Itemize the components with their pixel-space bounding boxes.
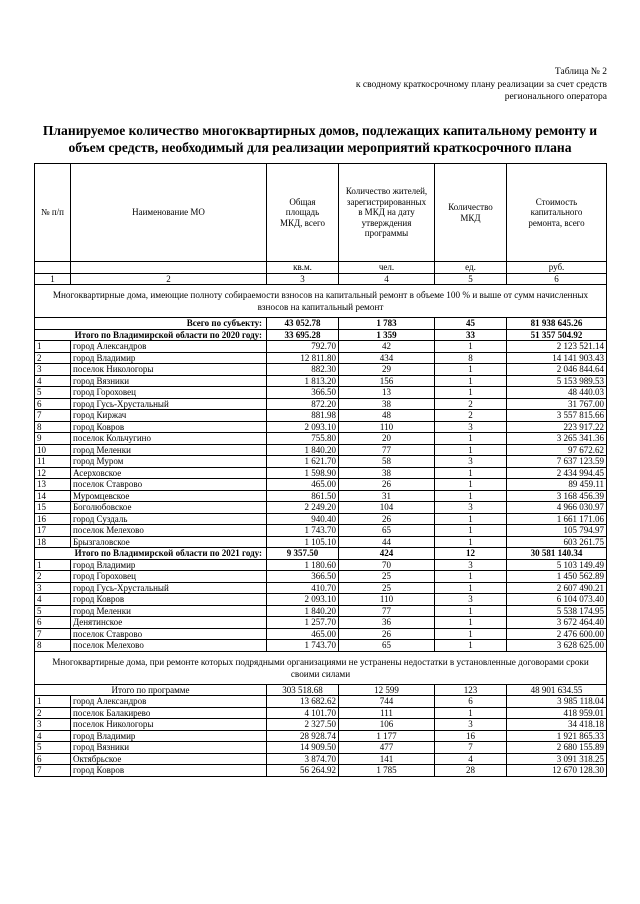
table-row xyxy=(35,341,607,353)
row-number: 1 xyxy=(35,341,71,353)
row-number: 17 xyxy=(35,525,71,537)
row-residents: 141 xyxy=(339,753,435,765)
row-number: 11 xyxy=(35,456,71,468)
row-residents: 58 xyxy=(339,456,435,468)
row-residents: 38 xyxy=(339,398,435,410)
row-number: 13 xyxy=(35,479,71,491)
table-row xyxy=(35,398,607,410)
row-number: 1 xyxy=(35,559,71,571)
total-row xyxy=(35,329,607,341)
row-area: 1 257.70 xyxy=(267,617,339,629)
table-row xyxy=(35,479,607,491)
caption-line-1: к сводному краткосрочному плану реализации за счет средств xyxy=(355,79,607,90)
total-residents: 1 783 xyxy=(339,318,435,330)
row-number: 15 xyxy=(35,502,71,514)
table-row xyxy=(35,352,607,364)
table-row xyxy=(35,742,607,754)
row-area: 755.80 xyxy=(267,433,339,445)
row-residents: 104 xyxy=(339,502,435,514)
table-row xyxy=(35,513,607,525)
row-area: 366.50 xyxy=(267,571,339,583)
unit-residents: чел. xyxy=(339,262,435,274)
row-area: 2 093.10 xyxy=(267,421,339,433)
col-header-num: № п/п xyxy=(35,164,71,262)
col-number: 3 xyxy=(267,273,339,285)
col-number: 6 xyxy=(507,273,607,285)
table-row xyxy=(35,456,607,468)
row-number: 5 xyxy=(35,387,71,399)
row-area: 1 840.20 xyxy=(267,444,339,456)
row-area: 2 249.20 xyxy=(267,502,339,514)
row-count: 3 xyxy=(435,456,507,468)
row-area: 3 874.70 xyxy=(267,753,339,765)
table-row xyxy=(35,640,607,652)
row-municipality: Брызгаловское xyxy=(71,536,267,548)
col-number: 1 xyxy=(35,273,71,285)
row-cost: 14 141 903.43 xyxy=(507,352,607,364)
row-area: 465.00 xyxy=(267,628,339,640)
row-count: 1 xyxy=(435,571,507,583)
row-area: 1 743.70 xyxy=(267,525,339,537)
row-cost: 2 680 155.89 xyxy=(507,742,607,754)
row-municipality: поселок Ставрово xyxy=(71,479,267,491)
col-header-residents: Количество жителей, зарегистрированных в МКД на дату утверждения программы xyxy=(339,164,435,262)
row-residents: 26 xyxy=(339,628,435,640)
table-row xyxy=(35,753,607,765)
total-residents: 1 359 xyxy=(339,329,435,341)
row-number: 3 xyxy=(35,364,71,376)
row-count: 2 xyxy=(435,398,507,410)
row-count: 1 xyxy=(435,525,507,537)
total-area: 43 052.78 xyxy=(267,318,339,330)
row-cost: 89 459.11 xyxy=(507,479,607,491)
row-municipality: город Александров xyxy=(71,341,267,353)
row-municipality: поселок Никологоры xyxy=(71,719,267,731)
section-title-row xyxy=(35,285,607,318)
row-cost: 3 672 464.40 xyxy=(507,617,607,629)
row-area: 4 101.70 xyxy=(267,707,339,719)
total-row xyxy=(35,548,607,560)
col-header-cost: Стоимость капитального ремонта, всего xyxy=(507,164,607,262)
row-municipality: город Ковров xyxy=(71,765,267,777)
table-row xyxy=(35,730,607,742)
row-area: 13 682.62 xyxy=(267,696,339,708)
table-row xyxy=(35,536,607,548)
row-number: 16 xyxy=(35,513,71,525)
row-cost: 3 557 815.66 xyxy=(507,410,607,422)
row-number: 7 xyxy=(35,765,71,777)
row-number: 5 xyxy=(35,742,71,754)
row-municipality: город Гороховец xyxy=(71,571,267,583)
row-count: 1 xyxy=(435,605,507,617)
total-cost: 81 938 645.26 xyxy=(507,318,607,330)
row-cost: 3 985 118.04 xyxy=(507,696,607,708)
row-municipality: поселок Никологоры xyxy=(71,364,267,376)
row-cost: 2 607 490.21 xyxy=(507,582,607,594)
row-area: 882.30 xyxy=(267,364,339,376)
row-municipality: город Ковров xyxy=(71,594,267,606)
row-area: 12 811.80 xyxy=(267,352,339,364)
row-number: 9 xyxy=(35,433,71,445)
total-count: 45 xyxy=(435,318,507,330)
row-count: 3 xyxy=(435,502,507,514)
row-area: 1 840.20 xyxy=(267,605,339,617)
row-cost: 2 046 844.64 xyxy=(507,364,607,376)
row-municipality: город Меленки xyxy=(71,444,267,456)
row-municipality: город Вязники xyxy=(71,375,267,387)
units-row xyxy=(35,262,607,274)
row-area: 861.50 xyxy=(267,490,339,502)
row-number: 8 xyxy=(35,640,71,652)
row-cost: 3 091 318.25 xyxy=(507,753,607,765)
row-cost: 2 123 521.14 xyxy=(507,341,607,353)
row-residents: 106 xyxy=(339,719,435,731)
total-label: Итого по Владимирской области по 2020 году: xyxy=(35,329,267,341)
total-cost: 30 581 140.34 xyxy=(507,548,607,560)
row-cost: 3 628 625.00 xyxy=(507,640,607,652)
unit-count: ед. xyxy=(435,262,507,274)
total-count: 12 xyxy=(435,548,507,560)
table-number: Таблица № 2 xyxy=(554,67,607,77)
row-municipality: город Ковров xyxy=(71,421,267,433)
row-residents: 1 785 xyxy=(339,765,435,777)
row-municipality: город Меленки xyxy=(71,605,267,617)
row-area: 1 105.10 xyxy=(267,536,339,548)
row-municipality: город Владимир xyxy=(71,352,267,364)
row-residents: 477 xyxy=(339,742,435,754)
row-count: 1 xyxy=(435,628,507,640)
row-number: 2 xyxy=(35,707,71,719)
column-number-row xyxy=(35,273,607,285)
total-label: Итого по программе xyxy=(35,684,267,696)
column-header-row xyxy=(35,164,607,262)
row-area: 14 909.50 xyxy=(267,742,339,754)
row-municipality: город Муром xyxy=(71,456,267,468)
row-area: 940.40 xyxy=(267,513,339,525)
table-row xyxy=(35,617,607,629)
col-header-name: Наименование МО xyxy=(71,164,267,262)
row-count: 1 xyxy=(435,433,507,445)
row-area: 872.20 xyxy=(267,398,339,410)
row-number: 3 xyxy=(35,582,71,594)
col-number: 4 xyxy=(339,273,435,285)
row-number: 2 xyxy=(35,352,71,364)
row-residents: 434 xyxy=(339,352,435,364)
row-area: 2 327.50 xyxy=(267,719,339,731)
row-cost: 6 104 073.40 xyxy=(507,594,607,606)
table-row xyxy=(35,719,607,731)
row-count: 1 xyxy=(435,387,507,399)
row-municipality: Муромцевское xyxy=(71,490,267,502)
row-area: 1 743.70 xyxy=(267,640,339,652)
row-residents: 65 xyxy=(339,640,435,652)
col-number: 5 xyxy=(435,273,507,285)
table-row xyxy=(35,582,607,594)
row-residents: 1 177 xyxy=(339,730,435,742)
row-count: 1 xyxy=(435,707,507,719)
table-row xyxy=(35,375,607,387)
row-cost: 1 450 562.89 xyxy=(507,571,607,583)
row-municipality: поселок Кольчугино xyxy=(71,433,267,445)
row-count: 1 xyxy=(435,444,507,456)
row-count: 3 xyxy=(435,594,507,606)
table-row xyxy=(35,421,607,433)
row-count: 4 xyxy=(435,753,507,765)
row-cost: 3 168 456.39 xyxy=(507,490,607,502)
row-number: 7 xyxy=(35,628,71,640)
row-count: 8 xyxy=(435,352,507,364)
row-number: 7 xyxy=(35,410,71,422)
row-number: 4 xyxy=(35,594,71,606)
row-municipality: город Гусь-Хрустальный xyxy=(71,398,267,410)
table-row xyxy=(35,605,607,617)
row-cost: 3 265 341.36 xyxy=(507,433,607,445)
row-count: 1 xyxy=(435,617,507,629)
row-count: 1 xyxy=(435,513,507,525)
row-count: 6 xyxy=(435,696,507,708)
total-area: 9 357.50 xyxy=(267,548,339,560)
row-number: 5 xyxy=(35,605,71,617)
row-residents: 110 xyxy=(339,421,435,433)
row-count: 1 xyxy=(435,536,507,548)
total-count: 123 xyxy=(435,684,507,696)
table-row xyxy=(35,467,607,479)
total-label: Всего по субъекту: xyxy=(35,318,267,330)
row-cost: 97 672.62 xyxy=(507,444,607,456)
row-count: 7 xyxy=(435,742,507,754)
row-area: 410.70 xyxy=(267,582,339,594)
row-municipality: поселок Балакирево xyxy=(71,707,267,719)
row-cost: 5 153 989.53 xyxy=(507,375,607,387)
row-number: 3 xyxy=(35,719,71,731)
row-number: 6 xyxy=(35,617,71,629)
table-row xyxy=(35,765,607,777)
row-cost: 603 261.75 xyxy=(507,536,607,548)
row-residents: 48 xyxy=(339,410,435,422)
row-count: 3 xyxy=(435,719,507,731)
document-title: Планируемое количество многоквартирных домов, подлежащих капитальному ремонту и объем средств, необходимый для реализации мероприятий краткосрочного плана xyxy=(42,123,598,155)
table-row xyxy=(35,387,607,399)
row-count: 1 xyxy=(435,467,507,479)
row-number: 14 xyxy=(35,490,71,502)
row-cost: 31 767.00 xyxy=(507,398,607,410)
row-residents: 25 xyxy=(339,582,435,594)
row-municipality: Асерховское xyxy=(71,467,267,479)
row-residents: 29 xyxy=(339,364,435,376)
row-area: 1 813.20 xyxy=(267,375,339,387)
row-number: 12 xyxy=(35,467,71,479)
row-cost: 2 434 994.45 xyxy=(507,467,607,479)
row-count: 1 xyxy=(435,364,507,376)
row-count: 3 xyxy=(435,421,507,433)
row-residents: 26 xyxy=(339,513,435,525)
row-residents: 42 xyxy=(339,341,435,353)
row-area: 465.00 xyxy=(267,479,339,491)
unit-cost: руб. xyxy=(507,262,607,274)
col-header-area: Общая площадь МКД, всего xyxy=(267,164,339,262)
row-area: 366.50 xyxy=(267,387,339,399)
section-title: Многоквартирные дома, имеющие полноту собираемости взносов на капитальный ремонт в объеме 100 % и выше от сумм начисленных взносов на капитальный ремонт xyxy=(35,285,607,318)
row-residents: 26 xyxy=(339,479,435,491)
row-municipality: поселок Ставрово xyxy=(71,628,267,640)
row-count: 1 xyxy=(435,341,507,353)
row-cost: 105 794.97 xyxy=(507,525,607,537)
table-row xyxy=(35,525,607,537)
col-header-count: Количество МКД xyxy=(435,164,507,262)
total-cost: 48 901 634.55 xyxy=(507,684,607,696)
row-municipality: Октябрьское xyxy=(71,753,267,765)
row-municipality: город Гусь-Хрустальный xyxy=(71,582,267,594)
row-residents: 744 xyxy=(339,696,435,708)
row-number: 4 xyxy=(35,375,71,387)
row-cost: 34 418.18 xyxy=(507,719,607,731)
row-count: 28 xyxy=(435,765,507,777)
row-area: 792.70 xyxy=(267,341,339,353)
row-residents: 13 xyxy=(339,387,435,399)
data-table xyxy=(34,163,607,777)
row-cost: 5 103 149.49 xyxy=(507,559,607,571)
row-cost: 7 637 123.59 xyxy=(507,456,607,468)
total-area: 33 695.28 xyxy=(267,329,339,341)
row-count: 1 xyxy=(435,582,507,594)
section-title-row xyxy=(35,651,607,684)
row-municipality: поселок Мелехово xyxy=(71,525,267,537)
row-municipality: город Владимир xyxy=(71,730,267,742)
row-number: 6 xyxy=(35,753,71,765)
total-residents: 424 xyxy=(339,548,435,560)
table-row xyxy=(35,594,607,606)
row-residents: 36 xyxy=(339,617,435,629)
table-row xyxy=(35,696,607,708)
table-row xyxy=(35,628,607,640)
row-count: 1 xyxy=(435,375,507,387)
row-number: 18 xyxy=(35,536,71,548)
row-municipality: город Александров xyxy=(71,696,267,708)
row-residents: 70 xyxy=(339,559,435,571)
row-count: 1 xyxy=(435,479,507,491)
row-cost: 1 661 171.06 xyxy=(507,513,607,525)
row-residents: 156 xyxy=(339,375,435,387)
row-area: 881.98 xyxy=(267,410,339,422)
col-number: 2 xyxy=(71,273,267,285)
row-residents: 77 xyxy=(339,444,435,456)
total-row xyxy=(35,684,607,696)
table-row xyxy=(35,559,607,571)
row-municipality: город Суздаль xyxy=(71,513,267,525)
row-residents: 44 xyxy=(339,536,435,548)
total-label: Итого по Владимирской области по 2021 году: xyxy=(35,548,267,560)
row-cost: 418 959.01 xyxy=(507,707,607,719)
row-residents: 31 xyxy=(339,490,435,502)
total-cost: 51 357 504.92 xyxy=(507,329,607,341)
row-cost: 2 476 600.00 xyxy=(507,628,607,640)
unit-area: кв.м. xyxy=(267,262,339,274)
row-number: 8 xyxy=(35,421,71,433)
caption-line-2: регионального оператора xyxy=(504,92,607,102)
row-cost: 4 966 030.97 xyxy=(507,502,607,514)
row-count: 1 xyxy=(435,640,507,652)
table-row xyxy=(35,707,607,719)
table-row xyxy=(35,571,607,583)
row-number: 4 xyxy=(35,730,71,742)
row-count: 1 xyxy=(435,490,507,502)
row-cost: 1 921 865.33 xyxy=(507,730,607,742)
table-row xyxy=(35,410,607,422)
row-municipality: Денятинское xyxy=(71,617,267,629)
row-residents: 111 xyxy=(339,707,435,719)
row-area: 56 264.92 xyxy=(267,765,339,777)
row-residents: 77 xyxy=(339,605,435,617)
total-area: 303 518.68 xyxy=(267,684,339,696)
table-row xyxy=(35,433,607,445)
row-cost: 48 440.03 xyxy=(507,387,607,399)
row-residents: 110 xyxy=(339,594,435,606)
row-number: 6 xyxy=(35,398,71,410)
total-residents: 12 599 xyxy=(339,684,435,696)
row-municipality: город Гороховец xyxy=(71,387,267,399)
row-cost: 5 538 174.95 xyxy=(507,605,607,617)
row-area: 2 093.10 xyxy=(267,594,339,606)
row-count: 2 xyxy=(435,410,507,422)
table-row xyxy=(35,502,607,514)
row-municipality: город Вязники xyxy=(71,742,267,754)
row-municipality: город Владимир xyxy=(71,559,267,571)
row-number: 1 xyxy=(35,696,71,708)
table-row xyxy=(35,444,607,456)
row-count: 3 xyxy=(435,559,507,571)
row-residents: 38 xyxy=(339,467,435,479)
table-row xyxy=(35,490,607,502)
row-area: 1 598.90 xyxy=(267,467,339,479)
table-caption xyxy=(307,66,607,104)
row-cost: 12 670 128.30 xyxy=(507,765,607,777)
total-count: 33 xyxy=(435,329,507,341)
row-area: 28 928.74 xyxy=(267,730,339,742)
row-residents: 65 xyxy=(339,525,435,537)
row-area: 1 180.60 xyxy=(267,559,339,571)
row-municipality: Боголюбовское xyxy=(71,502,267,514)
section-title: Многоквартирные дома, при ремонте которых подрядными организациями не устранены недостатки в установленные договорами сроки своими силами xyxy=(35,651,607,684)
table-row xyxy=(35,364,607,376)
row-count: 16 xyxy=(435,730,507,742)
row-cost: 223 917.22 xyxy=(507,421,607,433)
row-number: 2 xyxy=(35,571,71,583)
row-number: 10 xyxy=(35,444,71,456)
row-municipality: город Киржач xyxy=(71,410,267,422)
row-area: 1 621.70 xyxy=(267,456,339,468)
row-residents: 25 xyxy=(339,571,435,583)
row-residents: 20 xyxy=(339,433,435,445)
total-row xyxy=(35,318,607,330)
row-municipality: поселок Мелехово xyxy=(71,640,267,652)
